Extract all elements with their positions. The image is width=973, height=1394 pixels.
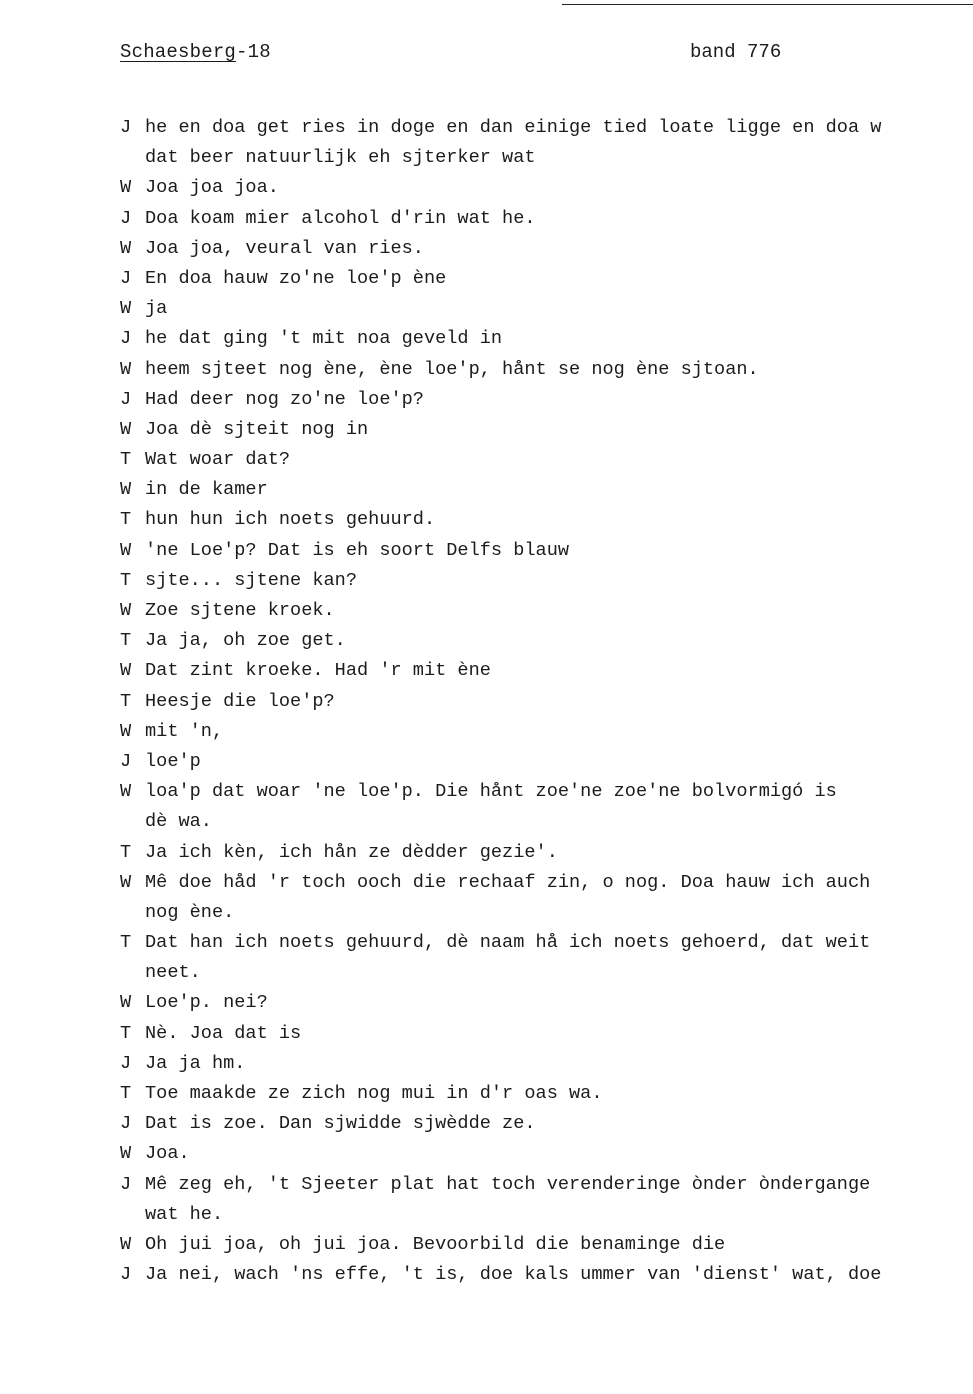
- transcript-line: [120, 1260, 973, 1290]
- transcript-line: [120, 1049, 973, 1079]
- utterance-text: loa'p dat woar 'ne loe'p. Die hånt zoe'ne zoe'ne bolvormigó is: [145, 781, 837, 803]
- speaker-label: W: [120, 1143, 132, 1165]
- transcript-line: [120, 1230, 973, 1260]
- speaker-label: T: [120, 449, 132, 471]
- speaker-label: W: [120, 660, 132, 682]
- transcript-line: [120, 355, 973, 385]
- transcript-line: [120, 173, 973, 203]
- transcript-line: [120, 1019, 973, 1049]
- transcript-line: [120, 264, 973, 294]
- utterance-text: sjte... sjtene kan?: [145, 569, 358, 591]
- utterance-text: Joa joa joa.: [145, 177, 279, 199]
- utterance-text: he en doa get ries in doge en dan einige tied loate ligge en doa w: [145, 117, 882, 138]
- utterance-text: Loe'p. nei?: [145, 992, 268, 1014]
- speaker-label: J: [120, 1264, 132, 1286]
- utterance-text: he dat ging 't mit noa geveld in: [145, 328, 503, 350]
- transcript-line: [120, 596, 973, 626]
- utterance-text: Nè. Joa dat is: [145, 1022, 302, 1044]
- band-number: band 776: [690, 41, 782, 63]
- speaker-label: J: [120, 1113, 132, 1135]
- utterance-text: Toe maakde ze zich nog mui in d'r oas wa.: [145, 1083, 603, 1104]
- utterance-text: neet.: [145, 962, 201, 984]
- utterance-text: Dat is zoe. Dan sjwidde sjwèdde ze.: [145, 1113, 536, 1135]
- speaker-label: W: [120, 781, 132, 803]
- speaker-label: T: [120, 1083, 132, 1104]
- transcript-line: [120, 777, 973, 807]
- utterance-text: dat beer natuurlijk eh sjterker wat: [145, 147, 536, 169]
- utterance-text: 'ne Loe'p? Dat is eh soort Delfs blauw: [145, 539, 570, 561]
- utterance-text: loe'p: [145, 750, 201, 772]
- transcript-line: [120, 807, 973, 837]
- transcript-line: [120, 445, 973, 475]
- speaker-label: J: [120, 1173, 132, 1195]
- utterance-text: in de kamer: [145, 479, 268, 501]
- utterance-text: Mê doe håd 'r toch ooch die rechaaf zin, o nog. Doa hauw ich auch: [145, 871, 871, 893]
- speaker-label: W: [120, 720, 132, 742]
- speaker-label: W: [120, 358, 132, 380]
- transcript-line: [120, 1079, 973, 1109]
- transcript-line: [120, 324, 973, 354]
- title-number: -18: [236, 41, 271, 63]
- transcript-line: [120, 505, 973, 535]
- transcript-line: [120, 113, 973, 143]
- transcript-line: [120, 385, 973, 415]
- utterance-text: Ja ich kèn, ich hån ze dèdder gezie'.: [145, 841, 558, 863]
- speaker-label: T: [120, 841, 132, 863]
- transcript-line: [120, 536, 973, 566]
- speaker-label: T: [120, 1022, 132, 1044]
- utterance-text: Oh jui joa, oh jui joa. Bevoorbild die benaminge die: [145, 1233, 726, 1255]
- speaker-label: J: [120, 388, 132, 410]
- speaker-label: W: [120, 177, 132, 199]
- utterance-text: ja: [145, 298, 168, 320]
- utterance-text: heem sjteet nog ène, ène loe'p, hånt se nog ène sjtoan.: [145, 358, 759, 380]
- transcript-line: [120, 566, 973, 596]
- transcript-line: [120, 143, 973, 173]
- utterance-text: Mê zeg eh, 't Sjeeter plat hat toch verenderinge ònder òndergange: [145, 1173, 871, 1195]
- page-title: [120, 41, 271, 63]
- speaker-label: J: [120, 328, 132, 350]
- transcript-line: [120, 958, 973, 988]
- utterance-text: Joa dè sjteit nog in: [145, 418, 369, 440]
- utterance-text: Dat zint kroeke. Had 'r mit ène: [145, 660, 491, 682]
- speaker-label: W: [120, 237, 132, 259]
- speaker-label: J: [120, 267, 132, 289]
- speaker-label: W: [120, 600, 132, 621]
- transcript-line: [120, 294, 973, 324]
- speaker-label: J: [120, 117, 132, 138]
- speaker-label: T: [120, 932, 132, 954]
- transcript-line: [120, 204, 973, 234]
- transcript-line: [120, 687, 973, 717]
- speaker-label: W: [120, 992, 132, 1014]
- utterance-text: Ja ja hm.: [145, 1052, 246, 1074]
- utterance-text: mit 'n,: [145, 720, 224, 742]
- utterance-text: Joa joa, veural van ries.: [145, 237, 424, 259]
- speaker-label: T: [120, 690, 132, 712]
- transcript-line: [120, 656, 973, 686]
- transcript-line: [120, 988, 973, 1018]
- utterance-text: hun hun ich noets gehuurd.: [145, 509, 436, 531]
- transcript-line: [120, 868, 973, 898]
- utterance-text: wat he.: [145, 1203, 224, 1225]
- speaker-label: W: [120, 871, 132, 893]
- transcript-line: [120, 1109, 973, 1139]
- utterance-text: dè wa.: [145, 811, 212, 833]
- transcript-line: [120, 838, 973, 868]
- title-underlined: Schaesberg: [120, 41, 237, 63]
- speaker-label: T: [120, 630, 132, 652]
- speaker-label: W: [120, 1233, 132, 1255]
- transcript-line: [120, 898, 973, 928]
- transcript-line: [120, 234, 973, 264]
- speaker-label: T: [120, 569, 132, 591]
- transcript-line: [120, 747, 973, 777]
- speaker-label: J: [120, 207, 132, 229]
- utterance-text: Dat han ich noets gehuurd, dè naam hå ich noets gehoerd, dat weit: [145, 932, 871, 954]
- top-rule: [562, 4, 973, 5]
- utterance-text: Wat woar dat?: [145, 449, 291, 471]
- speaker-label: J: [120, 750, 132, 772]
- utterance-text: Had deer nog zo'ne loe'p?: [145, 388, 424, 410]
- utterance-text: Joa.: [145, 1143, 190, 1165]
- speaker-label: W: [120, 418, 132, 440]
- transcript-line: [120, 1170, 973, 1200]
- speaker-label: W: [120, 298, 132, 320]
- speaker-label: W: [120, 539, 132, 561]
- transcript-line: [120, 717, 973, 747]
- transcript-line: [120, 415, 973, 445]
- utterance-text: Heesje die loe'p?: [145, 690, 335, 712]
- transcript-line: [120, 928, 973, 958]
- transcript-body: [120, 113, 973, 1290]
- transcript-line: [120, 1200, 973, 1230]
- utterance-text: Ja ja, oh zoe get.: [145, 630, 346, 652]
- utterance-text: nog ène.: [145, 901, 235, 923]
- transcript-line: [120, 1139, 973, 1169]
- utterance-text: Zoe sjtene kroek.: [145, 600, 335, 621]
- speaker-label: T: [120, 509, 132, 531]
- utterance-text: En doa hauw zo'ne loe'p ène: [145, 267, 447, 289]
- transcript-line: [120, 626, 973, 656]
- speaker-label: W: [120, 479, 132, 501]
- utterance-text: Ja nei, wach 'ns effe, 't is, doe kals ummer van 'dienst' wat, doe: [145, 1264, 882, 1286]
- speaker-label: J: [120, 1052, 132, 1074]
- transcript-line: [120, 475, 973, 505]
- utterance-text: Doa koam mier alcohol d'rin wat he.: [145, 207, 536, 229]
